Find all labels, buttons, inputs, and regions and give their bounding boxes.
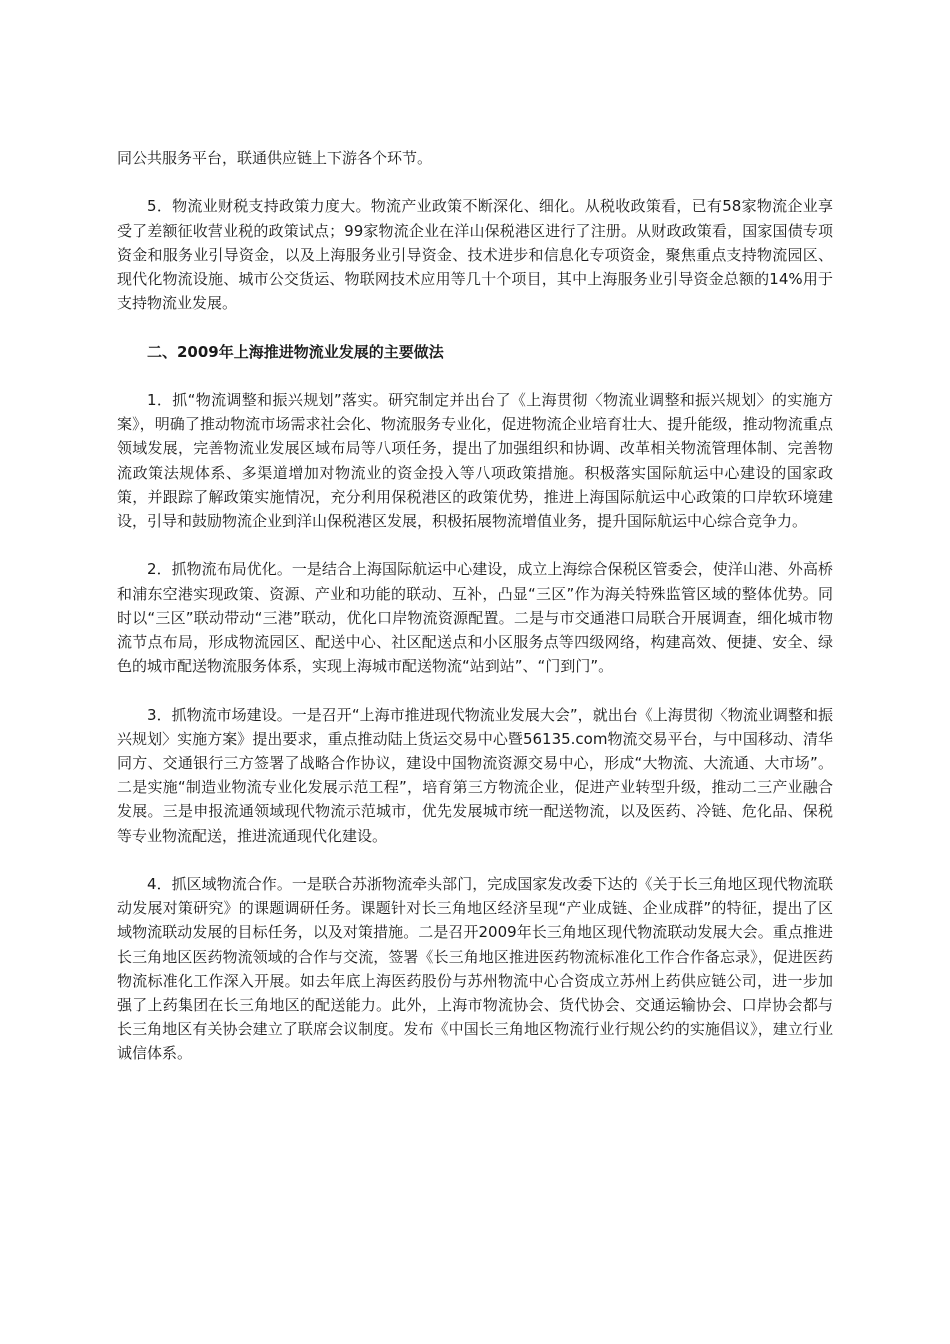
section-heading: 二、2009年上海推进物流业发展的主要做法: [147, 342, 444, 361]
paragraph-continuation: 同公共服务平台，联通供应链上下游各个环节。: [117, 149, 433, 167]
paragraph-planning-implementation: 1．抓“物流调整和振兴规划”落实。研究制定并出台了《上海贯彻〈物流业调整和振兴规划〉的实施方案》，明确了推动物流市场需求社会化、物流服务专业化，促进物流企业培育壮大、提升能级，推动物流重点领域发展，完善物流业发展区域布局等八项任务，提出了加强组织和协调、改革相关物流管理体制、完善物流政策法规体系、多渠道增加对物流业的资金投入等八项政策措施。积极落实国际航运中心建设的国家政策，并跟踪了解政策实施情况，充分利用保税港区的政策优势，推进上海国际航运中心政策的口岸软环境建设，引导和鼓励物流企业到洋山保税港区发展，积极拓展物流增值业务，提升国际航运中心综合竞争力。: [117, 390, 833, 530]
paragraph-fiscal-tax-policy: 5．物流业财税支持政策力度大。物流产业政策不断深化、细化。从税收政策看，已有58家物流企业享受了差额征收营业税的政策试点；99家物流企业在洋山保税港区进行了注册。从财政政策看，国家国债专项资金和服务业引导资金，以及上海服务业引导资金、技术进步和信息化专项资金，聚焦重点支持物流园区、现代化物流设施、城市公交货运、物联网技术应用等几十个项目，其中上海服务业引导资金总额的14%用于支持物流业发展。: [117, 197, 833, 313]
paragraph-market-construction: 3．抓物流市场建设。一是召开“上海市推进现代物流业发展大会”，就出台《上海贯彻〈物流业调整和振兴规划〉实施方案》提出要求，重点推动陆上货运交易中心暨56135.com物流交易平台，与中国移动、清华同方、交通银行三方签署了战略合作协议，建设中国物流资源交易中心，形成“大物流、大流通、大市场”。二是实施“制造业物流专业化发展示范工程”，培育第三方物流企业，促进产业转型升级，推动二三产业融合发展。三是申报流通领域现代物流示范城市，优先发展城市统一配送物流，以及医药、冷链、危化品、保税等专业物流配送，推进流通现代化建设。: [117, 705, 834, 845]
document-body: [117, 146, 833, 1090]
paragraph-layout-optimization: 2．抓物流布局优化。一是结合上海国际航运中心建设，成立上海综合保税区管委会，使洋山港、外高桥和浦东空港实现政策、资源、产业和功能的联动、互补，凸显“三区”作为海关特殊监管区域的整体优势。同时以“三区”联动带动“三港”联动，优化口岸物流资源配置。二是与市交通港口局联合开展调查，细化城市物流节点布局，形成物流园区、配送中心、社区配送点和小区服务点等四级网络，构建高效、便捷、安全、绿色的城市配送物流服务体系，实现上海城市配送物流“站到站”、“门到门”。: [117, 560, 833, 676]
paragraph-regional-cooperation: 4．抓区域物流合作。一是联合苏浙物流牵头部门，完成国家发改委下达的《关于长三角地区现代物流联动发展对策研究》的课题调研任务。课题针对长三角地区经济呈现“产业成链、企业成群”的特征，提出了区域物流联动发展的目标任务，以及对策措施。二是召开2009年长三角地区现代物流联动发展大会。重点推进长三角地区医药物流领域的合作与交流，签署《长三角地区推进医药物流标准化工作合作备忘录》，促进医药物流标准化工作深入开展。如去年底上海医药股份与苏州物流中心合资成立苏州上药供应链公司，进一步加强了上药集团在长三角地区的配送能力。此外，上海市物流协会、货代协会、交通运输协会、口岸协会都与长三角地区有关协会建立了联席会议制度。发布《中国长三角地区物流行业行规公约的实施倡议》，建立行业诚信体系。: [117, 875, 833, 1063]
